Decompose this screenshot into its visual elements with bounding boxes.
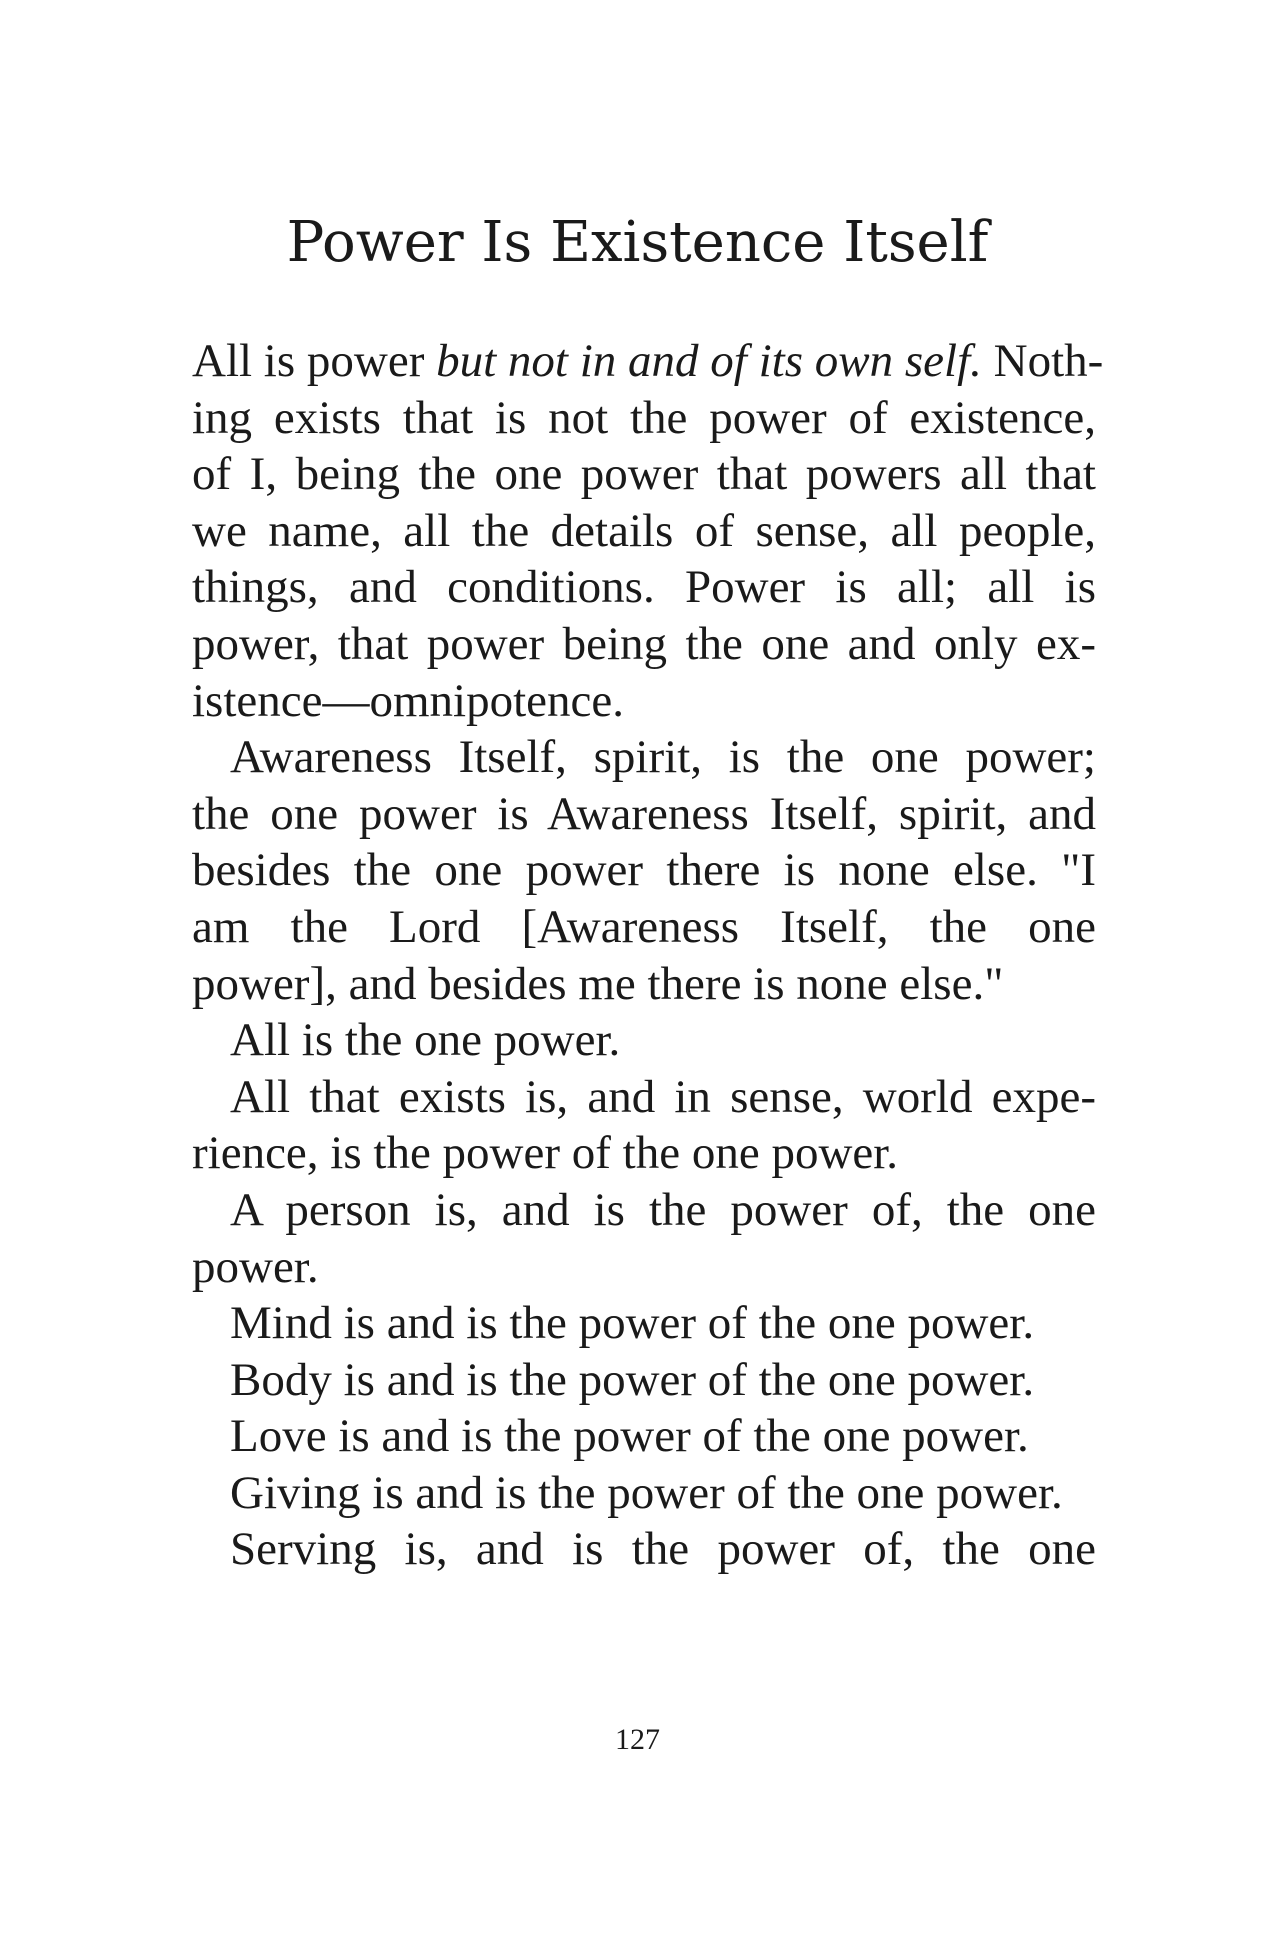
text-line: All is the one power. [230, 1014, 621, 1067]
text-line: istence—omnipotence. [192, 674, 624, 727]
text-line: the one power is Awareness Itself, spirit, and [192, 787, 1096, 840]
text-line: we name, all the details of sense, all people, [192, 504, 1096, 557]
text-line: Giving is and is the power of the one power. [230, 1466, 1063, 1519]
text-line: ing exists that is not the power of existence, [192, 391, 1096, 444]
text-line: Body is and is the power of the one power. [230, 1353, 1035, 1406]
text-line: things, and conditions. Power is all; all is [192, 561, 1096, 614]
text-line: am the Lord [Awareness Itself, the one [192, 900, 1096, 953]
text-line: power, that power being the one and only ex- [192, 617, 1096, 670]
text-line: of I, being the one power that powers all that [192, 448, 1096, 501]
text-line: power. [192, 1240, 319, 1293]
text-line: Serving is, and is the power of, the one [230, 1523, 1096, 1576]
text-line: Mind is and is the power of the one power. [230, 1297, 1035, 1350]
page-number: 127 [615, 1723, 660, 1756]
emphasis-text: but not in and of its own self. [436, 335, 982, 387]
text-line: All is power but not in and of its own self. Noth- [192, 335, 1104, 387]
text-line: besides the one power there is none else. "I [192, 844, 1096, 897]
chapter-title: Power Is Existence Itself [286, 210, 989, 275]
body-text [192, 333, 1104, 1578]
text-line: power], and besides me there is none else." [192, 957, 1004, 1010]
text-line: Love is and is the power of the one power. [230, 1410, 1029, 1463]
text-line: All that exists is, and in sense, world expe- [230, 1070, 1096, 1123]
text-line: rience, is the power of the one power. [192, 1127, 899, 1180]
text-line: Awareness Itself, spirit, is the one power; [230, 731, 1096, 784]
text-line: A person is, and is the power of, the one [230, 1183, 1096, 1236]
